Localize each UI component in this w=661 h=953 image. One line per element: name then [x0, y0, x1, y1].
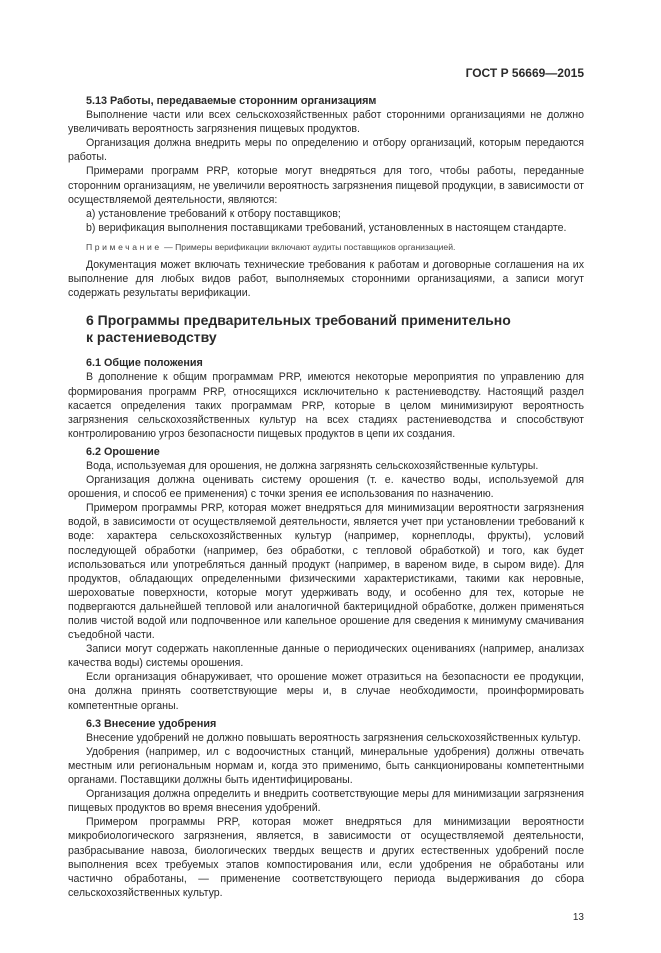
page-number: 13 — [572, 911, 584, 923]
section-6-2-heading: 6.2 Орошение — [86, 445, 160, 458]
paragraph: Выполнение части или всех сельскохозяйственных работ сторонними организациями не должно увеличивать вероятность загрязнения пищевых продуктов. — [68, 109, 584, 136]
paragraph: Примером программы PRP, которая может внедряться для минимизации вероятности загрязнения водой, в зависимости от осуществляемой деятельности, является учет при установлении требований к воде: характера сельскохозяйственных культур (например, корнеплоды, фрукты), условий последующей обработки (например, без обработки, с тепловой обработкой) и того, как будет использоваться или употребляться данный продукт (например, в вареном виде, в сыром виде). Для продуктов, обладающих определенными физическими характеристиками, такими как неровные, шероховатые поверхности, которые могут удерживать воду, и особенно для тех, которые не подвергаются дальнейшей тепловой или аналогичной бактерицидной обработке, должен применяться полив чистой водой или подпочвенное или капельное орошение для сведения к минимуму смачивания съедобной части. — [68, 502, 584, 642]
paragraph: В дополнение к общим программам PRP, имеются некоторые мероприятия по управлению для формирования программ PRP, относящихся исключительно к растениеводству. Настоящий раздел касается определения таких программам PRP, которые в целом минимизируют вероятность загрязнения сельскохозяйственных культур на всех стадиях растениеводства и способствуют контролированию угроз безопасности пищевых продуктов в цепи их создания. — [68, 371, 584, 440]
note-label: Примечание — [86, 241, 162, 252]
note-text: — Примеры верификации включают аудиты поставщиков организацией. — [161, 241, 456, 252]
note — [68, 240, 584, 254]
paragraph: Организация должна определить и внедрить соответствующие меры для минимизации загрязнения пищевых продуктов во время внесения удобрений. — [68, 788, 584, 815]
paragraph: Документация может включать технические требования к работам и договорные соглашения на их выполнение для любых видов работ, выполняемых сторонними организациями, а записи могут содержать результаты верификации. — [68, 259, 584, 300]
paragraph: Примером программы PRP, которая может внедряться для минимизации вероятности микробиологического загрязнения, является, в зависимости от осуществляемой деятельности, разбрасывание навоза, биологических твердых веществ и других естественных удобрений после выполнения всех требуемых этапов компостирования или, если удобрения не обработаны или частично обработаны, — применение соответствующего периода выдерживания до сбора сельскохозяйственных культур. — [68, 816, 584, 899]
section-6-3-heading: 6.3 Внесение удобрения — [86, 717, 217, 730]
section-6-heading — [68, 312, 584, 346]
section-6-heading-line1: 6 Программы предварительных требований применительно — [86, 312, 511, 329]
paragraph: Примерами программ PRP, которые могут внедряться для того, чтобы работы, переданные сторонним организациям, не увеличили вероятность загрязнения пищевой продукции, в зависимости от осуществляемой деятельности, являются: — [68, 165, 584, 206]
document-id: ГОСТ Р 56669—2015 — [465, 66, 584, 80]
paragraph: Удобрения (например, ил с водоочистных станций, минеральные удобрения) должны отвечать местным или региональным нормам и, когда это применимо, быть санкционированы компетентными органами. Поставщики должны быть идентифицированы. — [68, 745, 584, 787]
paragraph: Внесение удобрений не должно повышать вероятность загрязнения сельскохозяйственных культур. — [86, 731, 581, 744]
paragraph: Записи могут содержать накопленные данные о периодических оцениваниях (например, анализах качества воды) системы орошения. — [68, 643, 584, 670]
paragraph: Организация должна внедрить меры по определению и отбору организаций, которым передаются работы. — [68, 137, 584, 164]
paragraph: Вода, используемая для орошения, не должна загрязнять сельскохозяйственные культуры. — [86, 459, 539, 472]
section-6-1-heading: 6.1 Общие положения — [86, 357, 203, 370]
section-5-13-heading: 5.13 Работы, передаваемые сторонним организациям — [86, 95, 377, 107]
paragraph: Организация должна оценивать систему орошения (т. е. качество воды, используемой для орошения, и способ ее применения) с точки зрения ее использования по назначению. — [68, 474, 584, 501]
section-6-heading-line2: к растениеводству — [86, 329, 217, 346]
paragraph: Если организация обнаруживает, что орошение может отразиться на безопасности ее продукции, она должна принять соответствующие меры и, в случае необходимости, проинформировать компетентные органы. — [68, 671, 584, 712]
list-item-a: a) установление требований к отбору поставщиков; — [86, 207, 341, 220]
list-item-b: b) верификация выполнения поставщиками требований, установленных в настоящем стандарте. — [86, 221, 567, 234]
